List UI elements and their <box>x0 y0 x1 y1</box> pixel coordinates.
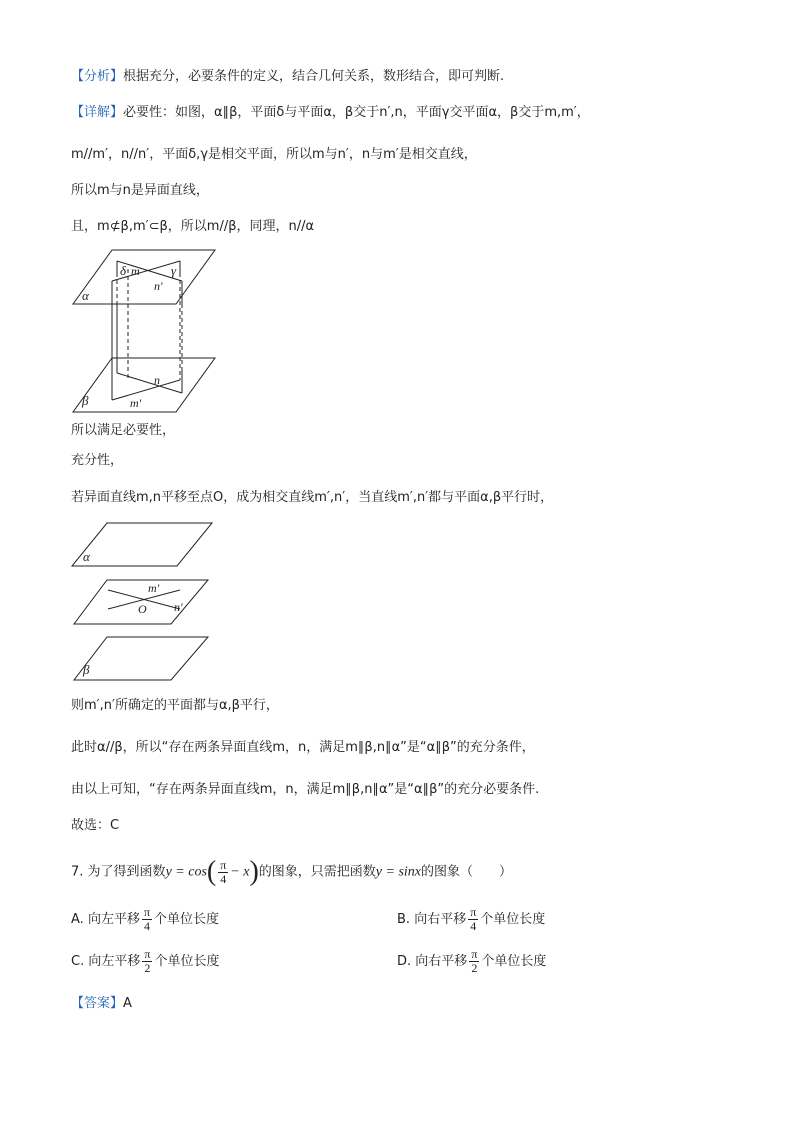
fig2-label-O: O <box>138 602 147 616</box>
stem-fraction <box>218 859 228 886</box>
paren-right: ) <box>249 856 259 887</box>
option-c-post: 个单位长度 <box>154 954 220 969</box>
option-b-fraction <box>468 906 478 933</box>
detail-line-7: 若异面直线m,n平移至点O，成为相交直线m′,n′，当直线m′,n′都与平面α,β平行时， <box>71 490 554 505</box>
option-d-fraction <box>469 948 479 975</box>
question-number: 7. <box>71 864 84 880</box>
option-b-den: 4 <box>470 919 477 933</box>
detail-line-5: 所以满足必要性， <box>71 423 176 438</box>
stem-frac-den: 4 <box>220 871 227 886</box>
stem-suffix: 的图象（ ） <box>421 864 513 880</box>
plane-beta-bottom <box>73 358 215 412</box>
option-a-den: 4 <box>143 919 150 933</box>
fig1-label-n-prime: n′ <box>154 279 163 293</box>
option-d-pre: 向右平移 <box>415 954 468 969</box>
fig1-label-m-prime: m′ <box>130 396 142 410</box>
plane-beta <box>74 637 208 680</box>
minus-x: − x <box>230 864 250 880</box>
option-b-num: π <box>470 905 477 919</box>
option-c[interactable] <box>71 948 219 975</box>
option-c-letter: C. <box>71 954 85 969</box>
option-a-letter: A. <box>71 912 84 927</box>
fig2-label-alpha: α <box>83 549 90 564</box>
analysis-tag: 【分析】 <box>71 69 124 84</box>
answer-tag: 【答案】 <box>71 996 124 1011</box>
fig1-label-gamma: γ <box>171 263 177 278</box>
stem-frac-num: π <box>220 857 227 872</box>
analysis-text: 根据充分，必要条件的定义，结合几何关系，数形结合，即可判断. <box>123 69 505 84</box>
option-a-post: 个单位长度 <box>154 912 220 927</box>
option-c-fraction <box>142 948 152 975</box>
option-b[interactable] <box>397 906 545 933</box>
fig1-label-m: m <box>131 264 140 278</box>
detail-line-4: 且，m⊄β,m′⊂β，所以m//β，同理，n//α <box>71 219 315 234</box>
stem-prefix: 为了得到函数 <box>87 864 166 880</box>
option-c-den: 2 <box>144 961 151 975</box>
plane-alpha <box>72 523 212 566</box>
detail-line-9: 此时α//β，所以“存在两条异面直线m，n，满足m∥β,n∥α”是“α∥β”的充分条件， <box>71 740 535 755</box>
plane-alpha-top <box>73 250 215 304</box>
func-y-cos: y = cos <box>165 864 207 880</box>
option-d-den: 2 <box>471 961 478 975</box>
option-d-num: π <box>471 947 478 961</box>
fig1-label-delta: δ <box>120 263 127 278</box>
detail-line-3: 所以m与n是异面直线， <box>71 183 209 198</box>
answer-value: A <box>123 996 132 1011</box>
fig2-label-beta: β <box>83 662 90 677</box>
fig2-label-n-prime: n′ <box>174 600 183 614</box>
figure-parallel-planes <box>70 245 220 417</box>
option-a-pre: 向左平移 <box>87 912 140 927</box>
answer-line <box>71 995 132 1013</box>
fig1-label-alpha: α <box>82 288 89 303</box>
fig1-label-beta: β <box>82 393 89 408</box>
option-a-num: π <box>143 905 151 919</box>
option-b-pre: 向右平移 <box>414 912 467 927</box>
option-d-letter: D. <box>397 954 412 969</box>
detail-line-1 <box>71 104 590 122</box>
detail-line-6: 充分性， <box>71 453 124 468</box>
detail-line-10: 由以上可知，“存在两条异面直线m，n，满足m∥β,n∥α”是“α∥β”的充分必要条件. <box>71 782 540 797</box>
conclusion: 故选：C <box>71 818 120 833</box>
option-d-post: 个单位长度 <box>481 954 547 969</box>
option-b-letter: B. <box>397 912 411 927</box>
detail-line-8: 则m′,n′所确定的平面都与α,β平行， <box>71 698 279 713</box>
detail-tag: 【详解】 <box>71 105 124 120</box>
figure-three-planes <box>70 520 215 685</box>
stem-mid: 的图象，只需把函数 <box>258 864 376 880</box>
option-a-fraction <box>142 906 152 933</box>
paren-left: ( <box>206 856 217 887</box>
fig1-label-n: n <box>154 373 160 387</box>
option-a[interactable] <box>71 906 219 933</box>
question-7-stem <box>71 852 512 893</box>
detail-line-2: m//m′，n//n′，平面δ,γ是相交平面，所以m与n′，n与m′是相交直线， <box>71 147 477 162</box>
option-c-num: π <box>144 947 151 961</box>
fig2-label-m-prime: m′ <box>148 581 160 595</box>
option-c-pre: 向左平移 <box>88 954 141 969</box>
func-y-sin: y = sinx <box>375 864 422 880</box>
option-b-post: 个单位长度 <box>480 912 546 927</box>
option-d[interactable] <box>397 948 546 975</box>
analysis-line <box>71 68 504 86</box>
detail-text-1: 必要性：如图，α∥β，平面δ与平面α，β交于n′,n，平面γ交平面α，β交于m,m′， <box>123 105 590 120</box>
